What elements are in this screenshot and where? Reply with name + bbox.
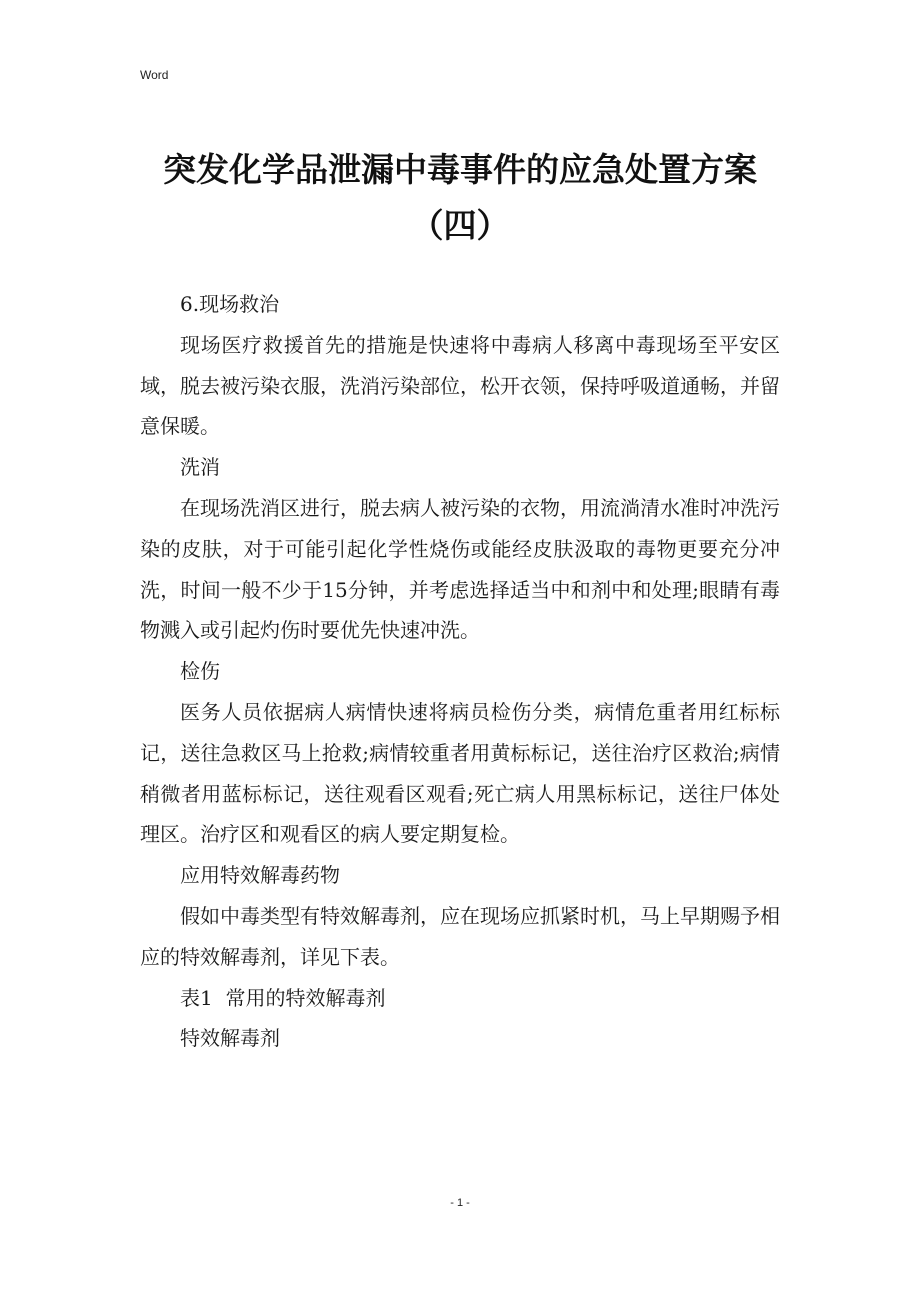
paragraph-decontamination: 在现场洗消区进行，脱去病人被污染的衣物，用流淌清水准时冲洗污染的皮肤，对于可能引起化学性烧伤或能经皮肤汲取的毒物更要充分冲洗，时间一般不少于15分钟，并考虑选择适当中和剂中和处理;眼睛有毒物溅入或引起灼伤时要优先快速冲洗。 xyxy=(140,495,780,643)
document-title: 突发化学品泄漏中毒事件的应急处置方案（四） xyxy=(163,150,757,245)
table-header-antidote: 特效解毒剂 xyxy=(180,1026,280,1051)
paragraph-antidote: 假如中毒类型有特效解毒剂，应在现场应抓紧时机，马上早期赐予相应的特效解毒剂，详见下表。 xyxy=(140,903,780,969)
document-body xyxy=(140,284,780,1059)
table-caption: 表1 常用的特效解毒剂 xyxy=(180,985,386,1010)
section-heading-treatment: 6.现场救治 xyxy=(180,292,280,316)
header-label: Word xyxy=(140,68,169,82)
paragraph-treatment: 现场医疗救援首先的措施是快速将中毒病人移离中毒现场至平安区域，脱去被污染衣服，洗消污染部位，松开衣领，保持呼吸道通畅，并留意保暖。 xyxy=(140,332,780,439)
section-heading-decontamination: 洗消 xyxy=(180,455,220,480)
page-number: - 1 - xyxy=(450,1197,470,1209)
section-heading-antidote: 应用特效解毒药物 xyxy=(180,863,340,888)
paragraph-triage: 医务人员依据病人病情快速将病员检伤分类，病情危重者用红标标记，送往急救区马上抢救;病情较重者用黄标标记，送往治疗区救治;病情稍微者用蓝标标记，送往观看区观看;死亡病人用黑标标记，送往尸体处理区。治疗区和观看区的病人要定期复检。 xyxy=(140,699,780,847)
section-heading-triage: 检伤 xyxy=(180,659,220,684)
